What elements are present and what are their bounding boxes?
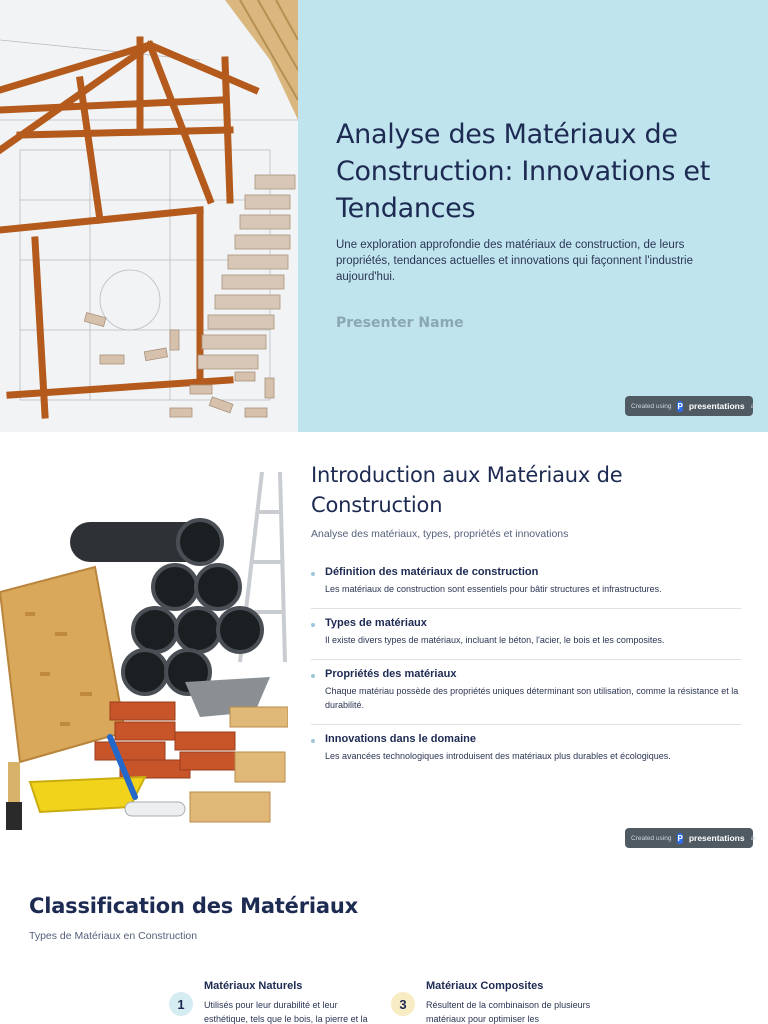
house-frame-construction-image (0, 0, 298, 432)
presentation-title: Analyse des Matériaux de Construction: Innovations et Tendances (336, 119, 710, 224)
step-number-badge: 3 (391, 992, 415, 1016)
created-using-label: Created using (631, 834, 672, 842)
presentations-logo-icon: P (677, 833, 683, 843)
slide-subtitle: Types de Matériaux en Construction (29, 930, 198, 942)
bullet-icon (311, 572, 315, 576)
created-using-badge[interactable] (625, 396, 756, 416)
topic-list (311, 558, 741, 775)
bullet-icon (311, 623, 315, 627)
slide-title: Introduction aux Matériaux de Construction (311, 463, 623, 517)
list-item (311, 558, 741, 609)
list-item (311, 660, 741, 725)
list-item-text: Les matériaux de construction sont essentiels pour bâtir structures et infrastructures. (325, 584, 662, 594)
title-slide (0, 0, 768, 432)
introduction-slide (0, 432, 768, 864)
brand-suffix: ai (750, 402, 756, 410)
presentation-subtitle: Une exploration approfondie des matériaux de construction, de leurs propriétés, tendances actuelles et innovations qui façonnent l'industrie aujourd'hui. (336, 239, 694, 283)
step-number-badge: 1 (169, 992, 193, 1016)
card-heading: Matériaux Naturels (204, 980, 303, 992)
construction-materials-image (0, 462, 288, 832)
list-item-text: Les avancées technologiques introduisent des matériaux plus durables et écologiques. (325, 751, 671, 761)
list-item (311, 609, 741, 660)
list-item-heading: Innovations dans le domaine (325, 733, 476, 745)
list-item-heading: Définition des matériaux de construction (325, 566, 539, 578)
list-item-text: Chaque matériau possède des propriétés uniques déterminant son utilisation, comme la résistance et la durabilité. (325, 686, 739, 710)
created-using-badge[interactable] (625, 828, 756, 848)
slide-title: Classification des Matériaux (29, 894, 358, 918)
bullet-icon (311, 674, 315, 678)
card-heading: Matériaux Composites (426, 980, 544, 992)
slide-subtitle: Analyse des matériaux, types, propriétés et innovations (311, 528, 569, 540)
card-text: Résultent de la combinaison de plusieurs matériaux pour optimiser les (426, 1000, 591, 1024)
brand-suffix: ai (750, 834, 756, 842)
list-item-heading: Propriétés des matériaux (325, 668, 457, 680)
presenter-name: Presenter Name (336, 315, 464, 331)
presentations-logo-icon: P (677, 401, 683, 411)
brand-name: presentations (688, 833, 745, 843)
list-item (311, 725, 741, 775)
list-item-text: Il existe divers types de matériaux, incluant le béton, l'acier, le bois et les composites. (325, 635, 665, 645)
bullet-icon (311, 739, 315, 743)
list-item-heading: Types de matériaux (325, 617, 427, 629)
card-text: Utilisés pour leur durabilité et leur esthétique, tels que le bois, la pierre et la (204, 1000, 368, 1024)
brand-name: presentations (688, 401, 745, 411)
classification-slide (0, 864, 768, 1024)
created-using-label: Created using (631, 402, 672, 410)
